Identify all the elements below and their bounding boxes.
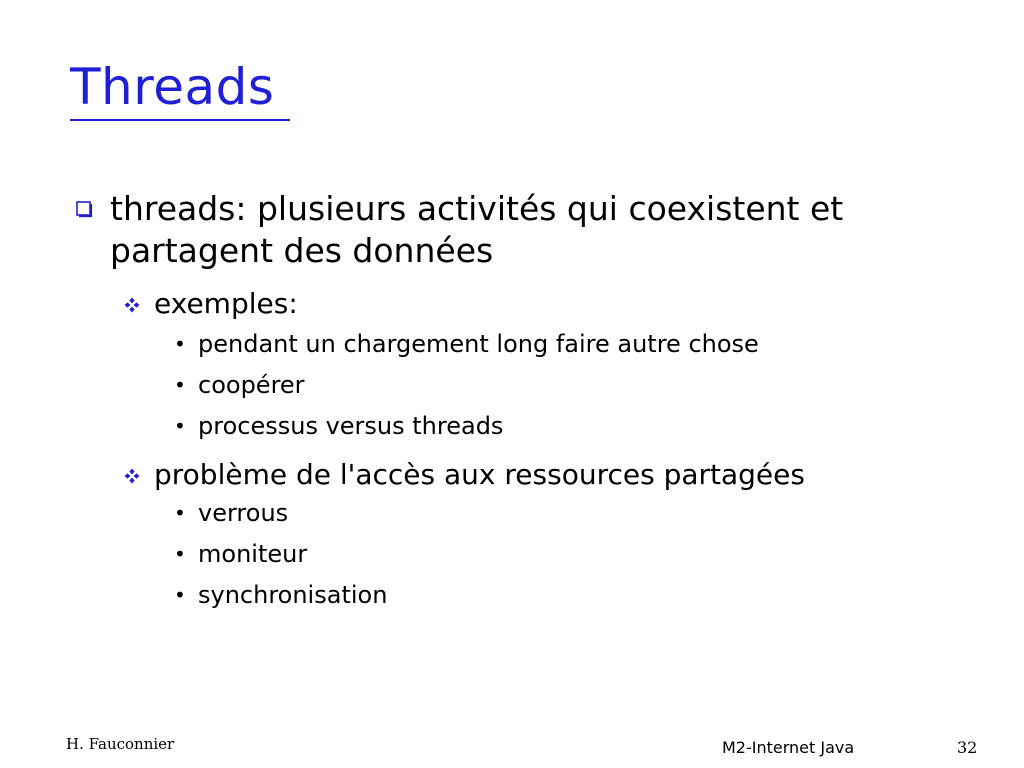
bullet-level1-text: threads: plusieurs activités qui coexistent et partagent des données: [110, 189, 844, 270]
bullet-level3-text: coopérer: [198, 371, 305, 399]
title-underline: [70, 119, 290, 121]
four-diamond-icon: [124, 297, 140, 313]
footer-author: H. Fauconnier: [66, 735, 175, 753]
bullet-level3: [72, 534, 972, 575]
slide-title: Threads: [70, 58, 275, 116]
bullet-dot: •: [174, 373, 186, 397]
bullet-level3: [72, 365, 972, 406]
bullet-level2-text: exemples:: [154, 287, 298, 320]
bullet-level3-text: pendant un chargement long faire autre chose: [198, 330, 759, 358]
sub-list: [72, 324, 972, 447]
bullet-level3-text: synchronisation: [198, 581, 388, 609]
bullet-level3-text: moniteur: [198, 540, 308, 568]
bullet-level3: [72, 324, 972, 365]
bullet-level3: [72, 575, 972, 616]
slide-content: [72, 188, 972, 616]
bullet-level3: [72, 493, 972, 534]
bullet-dot: •: [174, 583, 186, 607]
bullet-level2: [72, 457, 972, 493]
bullet-level3-text: processus versus threads: [198, 412, 504, 440]
bullet-dot: •: [174, 414, 186, 438]
bullet-level3-text: verrous: [198, 499, 289, 527]
bullet-level3: [72, 406, 972, 447]
bullet-level2: [72, 286, 972, 322]
four-diamond-icon: [124, 468, 140, 484]
footer-page-number: 32: [957, 738, 978, 757]
footer-course: M2-Internet Java: [722, 738, 855, 757]
sub-list: [72, 493, 972, 616]
bullet-level1: [72, 188, 972, 272]
hollow-square-icon: [76, 201, 93, 218]
bullet-dot: •: [174, 501, 186, 525]
bullet-dot: •: [174, 332, 186, 356]
bullet-level2-text: problème de l'accès aux ressources partagées: [154, 458, 805, 491]
bullet-dot: •: [174, 542, 186, 566]
